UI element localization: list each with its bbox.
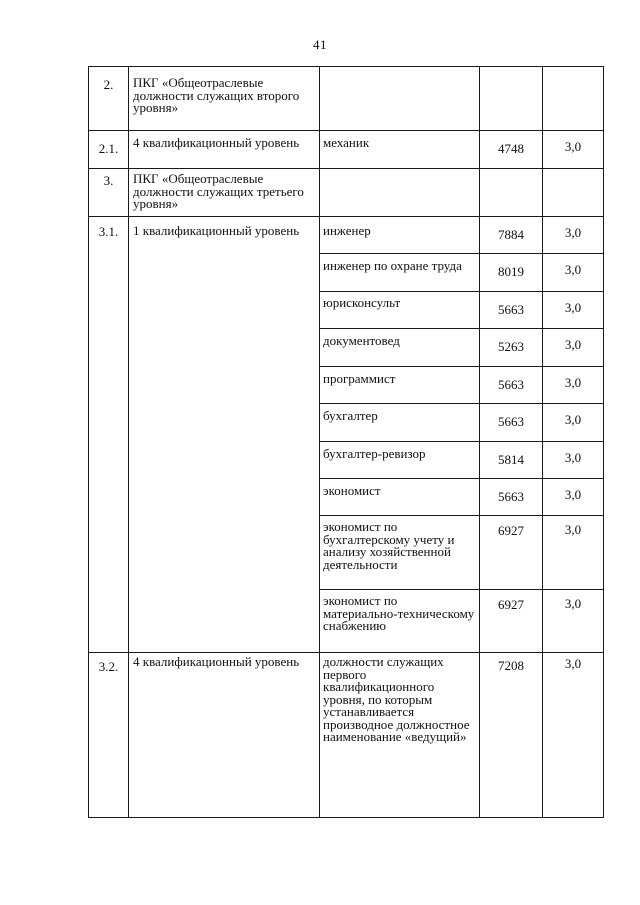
row-number [89,590,128,602]
salary-cell [480,516,543,590]
salary-cell [480,67,543,131]
group-name [129,479,319,489]
group-cell [129,404,320,442]
table-row [89,254,604,292]
salary-cell [480,131,543,169]
salary-value: 7884 [498,227,524,242]
row-number [89,367,128,379]
salary-value [480,169,542,181]
position-cell [320,367,480,404]
row-number [89,404,128,416]
row-number-cell [89,653,129,818]
coefficient-value: 3,0 [564,300,582,315]
row-number [89,442,128,454]
group-name [129,329,319,339]
group-name [129,442,319,452]
coefficient-value: 3,0 [564,596,582,611]
row-number-cell [89,131,129,169]
position-cell [320,404,480,442]
row-number: 3.1. [98,224,119,239]
salary-cell [480,217,543,254]
coefficient-value: 3,0 [564,225,582,240]
group-name: ПКГ «Общеотраслевые должности служащих третьего уровня» [133,171,304,211]
group-cell [129,516,320,590]
row-number-cell [89,292,129,329]
position-cell [320,516,480,590]
row-number-cell [89,404,129,442]
group-name: 1 квалификационный уровень [133,223,300,238]
group-cell [129,254,320,292]
position-cell [320,329,480,367]
table-row [89,479,604,516]
group-cell [129,653,320,818]
position-name: экономист по бухгалтерскому учету и анализу хозяйственной деятельности [323,519,455,572]
group-cell [129,479,320,516]
row-number-cell [89,479,129,516]
group-name: ПКГ «Общеотраслевые должности служащих второго уровня» [133,75,300,115]
group-name [129,590,319,600]
salary-value [480,67,542,79]
position-cell [320,169,480,217]
coefficient-value: 3,0 [564,656,582,671]
salary-value: 5663 [498,302,524,317]
row-number [89,254,128,266]
row-number-cell [89,67,129,131]
group-name [129,404,319,414]
position-cell [320,254,480,292]
coefficient-value: 3,0 [564,487,582,502]
coefficient-cell [543,404,604,442]
position-cell [320,292,480,329]
coefficient-cell [543,516,604,590]
coefficient-cell [543,479,604,516]
position-cell [320,131,480,169]
table-row [89,653,604,818]
position-cell [320,590,480,653]
row-number: 3. [103,173,114,188]
coefficient-cell [543,367,604,404]
coefficient-cell [543,329,604,367]
group-cell [129,131,320,169]
position-name [320,67,479,77]
row-number-cell [89,254,129,292]
row-number-cell [89,590,129,653]
table-row [89,404,604,442]
salary-cell [480,329,543,367]
table-row [89,329,604,367]
position-name: бухгалтер-ревизор [323,446,426,461]
salary-value: 7208 [498,658,524,673]
group-name [129,292,319,302]
coefficient-value [543,169,603,179]
group-name [129,367,319,377]
coefficient-value: 3,0 [564,412,582,427]
row-number-cell [89,169,129,217]
table-row [89,131,604,169]
coefficient-cell [543,442,604,479]
group-name [129,516,319,526]
coefficient-cell [543,590,604,653]
position-name: бухгалтер [323,408,378,423]
position-name: юрисконсульт [323,295,401,310]
salary-cell [480,653,543,818]
salary-cell [480,292,543,329]
salary-value: 5663 [498,377,524,392]
position-name: программист [323,371,396,386]
group-name [129,254,319,264]
coefficient-cell [543,169,604,217]
coefficient-value: 3,0 [564,337,582,352]
table-row [89,442,604,479]
position-name: экономист по материально-техническому снабжению [323,593,475,633]
salary-value: 6927 [498,523,524,538]
table-row [89,367,604,404]
row-number: 3.2. [98,659,119,674]
table-row [89,590,604,653]
salary-value: 8019 [498,264,524,279]
salary-cell [480,404,543,442]
row-number [89,516,128,528]
salary-cell [480,254,543,292]
position-cell [320,442,480,479]
coefficient-value: 3,0 [564,262,582,277]
group-name: 4 квалификационный уровень [133,654,300,669]
salary-value: 5663 [498,414,524,429]
table-row [89,67,604,131]
group-cell [129,329,320,367]
group-cell [129,590,320,653]
row-number-cell [89,329,129,367]
position-name: документовед [323,333,400,348]
table-row [89,217,604,254]
group-cell [129,169,320,217]
salary-value: 6927 [498,597,524,612]
group-name: 4 квалификационный уровень [133,135,300,150]
coefficient-value: 3,0 [564,522,582,537]
position-name: экономист [323,483,381,498]
coefficient-cell [543,131,604,169]
row-number [89,292,128,304]
coefficient-cell [543,217,604,254]
row-number [89,329,128,341]
coefficient-cell [543,653,604,818]
row-number-cell [89,516,129,590]
coefficient-value: 3,0 [564,139,582,154]
row-number: 2. [103,77,114,92]
salary-value: 5814 [498,452,524,467]
salary-cell [480,442,543,479]
coefficient-cell [543,67,604,131]
position-name: инженер [323,223,371,238]
coefficient-value: 3,0 [564,375,582,390]
salary-value: 5263 [498,339,524,354]
coefficient-value [543,67,603,77]
salary-cell [480,169,543,217]
group-cell [129,367,320,404]
salary-cell [480,367,543,404]
row-number [89,479,128,491]
group-cell [129,67,320,131]
row-number-cell [89,217,129,254]
salary-value: 5663 [498,489,524,504]
salary-value: 4748 [498,141,524,156]
page-number: 41 [313,37,327,52]
table-row [89,516,604,590]
salary-cell [480,479,543,516]
row-number-cell [89,367,129,404]
position-cell [320,653,480,818]
row-number-cell [89,442,129,479]
position-cell [320,67,480,131]
coefficient-cell [543,292,604,329]
table-row [89,292,604,329]
row-number: 2.1. [98,141,119,156]
coefficient-cell [543,254,604,292]
salary-cell [480,590,543,653]
group-cell [129,292,320,329]
position-cell [320,479,480,516]
group-cell [129,442,320,479]
position-name: механик [323,135,370,150]
table-row [89,169,604,217]
salary-table [88,66,604,818]
position-name: инженер по охране труда [323,258,462,273]
position-name [320,169,479,179]
coefficient-value: 3,0 [564,450,582,465]
position-cell [320,217,480,254]
group-cell [129,217,320,254]
position-name: должности служащих первого квалификационного уровня, по которым устанавливается производное должностное наименование «ведущий» [323,654,470,744]
